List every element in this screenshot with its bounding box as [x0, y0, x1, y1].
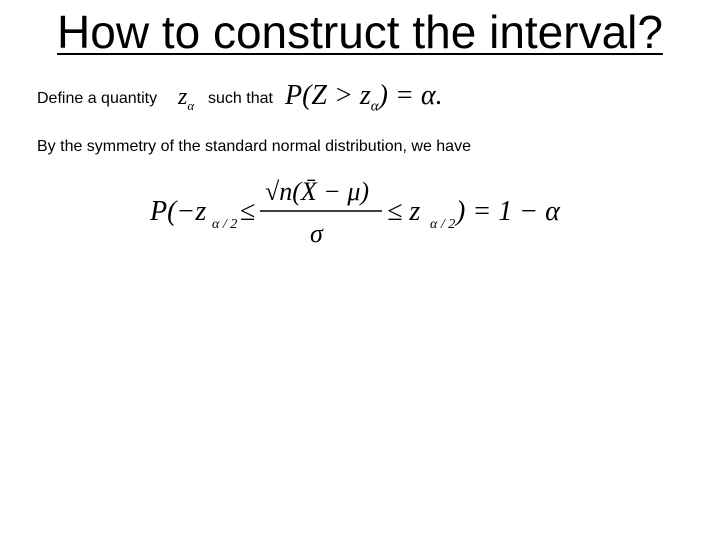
formula-rhs: ) = 1 − α	[456, 196, 560, 227]
formula-right-sub: α / 2	[430, 217, 456, 232]
symmetry-statement: By the symmetry of the standard normal distribution, we have	[37, 138, 471, 155]
formula-numerator: √n(X̄ − μ)	[265, 177, 370, 206]
interval-formula	[150, 170, 570, 250]
definition-text-suffix: such that	[208, 90, 273, 107]
formula-denominator: σ	[310, 219, 323, 248]
definition-text-prefix: Define a quantity	[37, 90, 158, 107]
formula-left-sub: α / 2	[212, 217, 238, 232]
formula-open: P(−z	[150, 196, 207, 227]
slide-title: How to construct the interval?	[57, 6, 663, 58]
z-alpha-symbol: $z_\alpha$	[178, 84, 195, 113]
definition-formula: $P(Z > z_\alpha) = \alpha$.	[285, 80, 443, 115]
formula-leq2: ≤ z	[387, 196, 421, 227]
formula-leq: ≤	[240, 196, 256, 227]
